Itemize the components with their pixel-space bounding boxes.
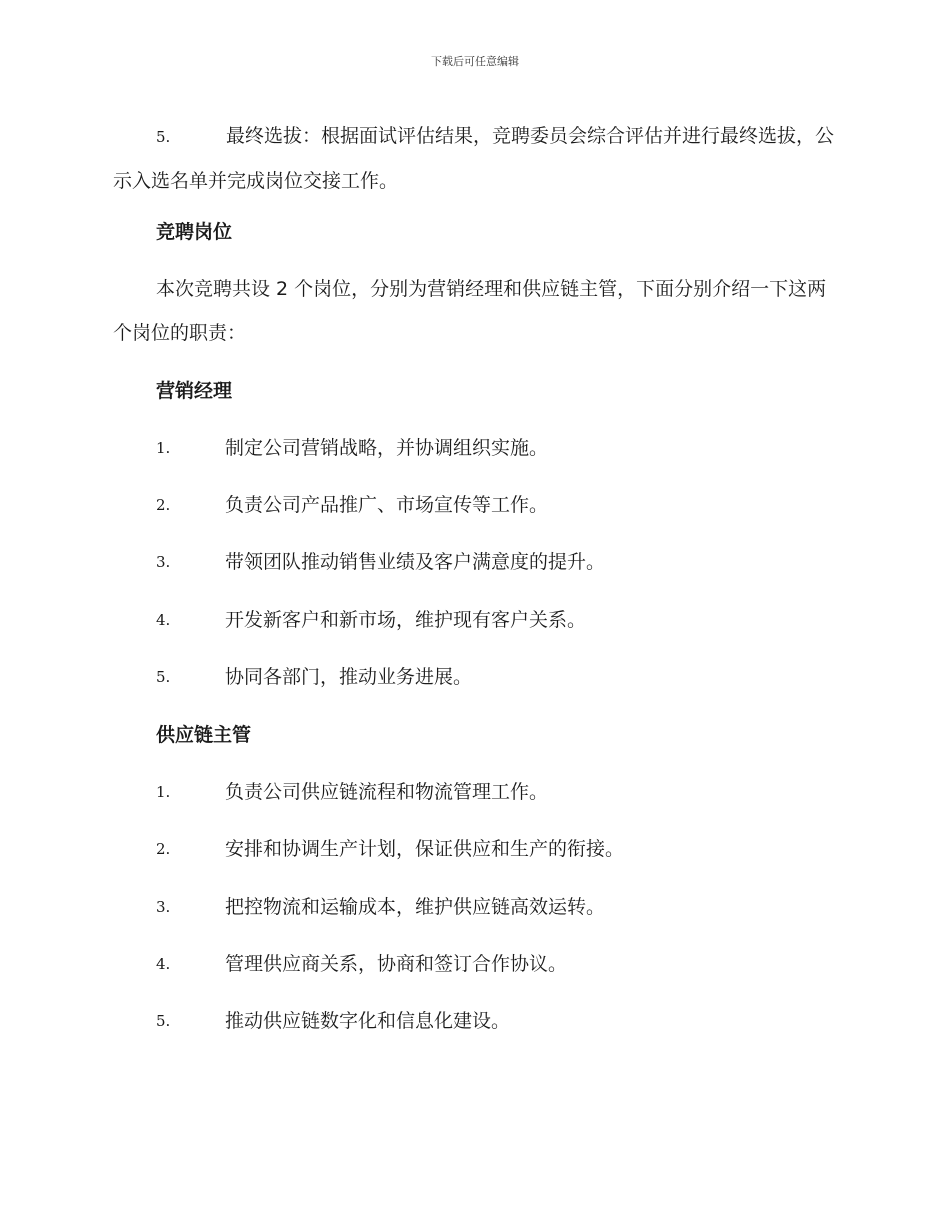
list-item-number: 2. xyxy=(156,840,171,858)
list-item-number: 4. xyxy=(156,611,171,629)
list-item-text: 制定公司营销战略，并协调组织实施。 xyxy=(225,437,549,459)
supply-chain-heading: 供应链主管 xyxy=(156,724,252,746)
list-item xyxy=(0,834,950,864)
list-item xyxy=(0,777,950,807)
list-item xyxy=(0,892,950,922)
intro-item-text: 最终选拔：根据面试评估结果，竞聘委员会综合评估并进行最终选拔，公示入选名单并完成岗位交接工作。 xyxy=(113,125,835,192)
list-item xyxy=(0,1006,950,1036)
list-item-number: 3. xyxy=(156,898,171,916)
list-item-text: 管理供应商关系，协商和签订合作协议。 xyxy=(225,953,568,975)
list-item-number: 1. xyxy=(156,439,171,457)
list-item-number: 3. xyxy=(156,553,171,571)
list-item xyxy=(0,433,950,463)
list-item-text: 开发新客户和新市场，维护现有客户关系。 xyxy=(225,609,587,631)
list-item-number: 5. xyxy=(156,1012,171,1030)
positions-paragraph: 本次竞聘共设 2 个岗位，分别为营销经理和供应链主管，下面分别介绍一下这两个岗位的职责： xyxy=(113,278,827,344)
list-item-text: 带领团队推动销售业绩及客户满意度的提升。 xyxy=(225,551,606,573)
list-item xyxy=(0,605,950,635)
positions-heading: 竞聘岗位 xyxy=(156,221,233,243)
marketing-heading: 营销经理 xyxy=(156,380,233,402)
list-item-number: 2. xyxy=(156,496,171,514)
list-item xyxy=(0,490,950,520)
list-item xyxy=(0,662,950,692)
list-item-text: 推动供应链数字化和信息化建设。 xyxy=(225,1010,511,1032)
list-item xyxy=(0,949,950,979)
list-item-text: 负责公司产品推广、市场宣传等工作。 xyxy=(225,494,549,516)
list-item-number: 4. xyxy=(156,955,171,973)
page-header-note: 下载后可任意编辑 xyxy=(431,55,519,68)
list-item-number: 5. xyxy=(156,668,171,686)
list-item-number: 1. xyxy=(156,783,171,801)
intro-list-item xyxy=(113,114,837,203)
intro-item-number: 5. xyxy=(156,128,171,146)
list-item xyxy=(0,547,950,577)
list-item-text: 负责公司供应链流程和物流管理工作。 xyxy=(225,781,549,803)
list-item-text: 把控物流和运输成本，维护供应链高效运转。 xyxy=(225,896,606,918)
list-item-text: 安排和协调生产计划，保证供应和生产的衔接。 xyxy=(225,838,625,860)
list-item-text: 协同各部门，推动业务进展。 xyxy=(225,666,473,688)
